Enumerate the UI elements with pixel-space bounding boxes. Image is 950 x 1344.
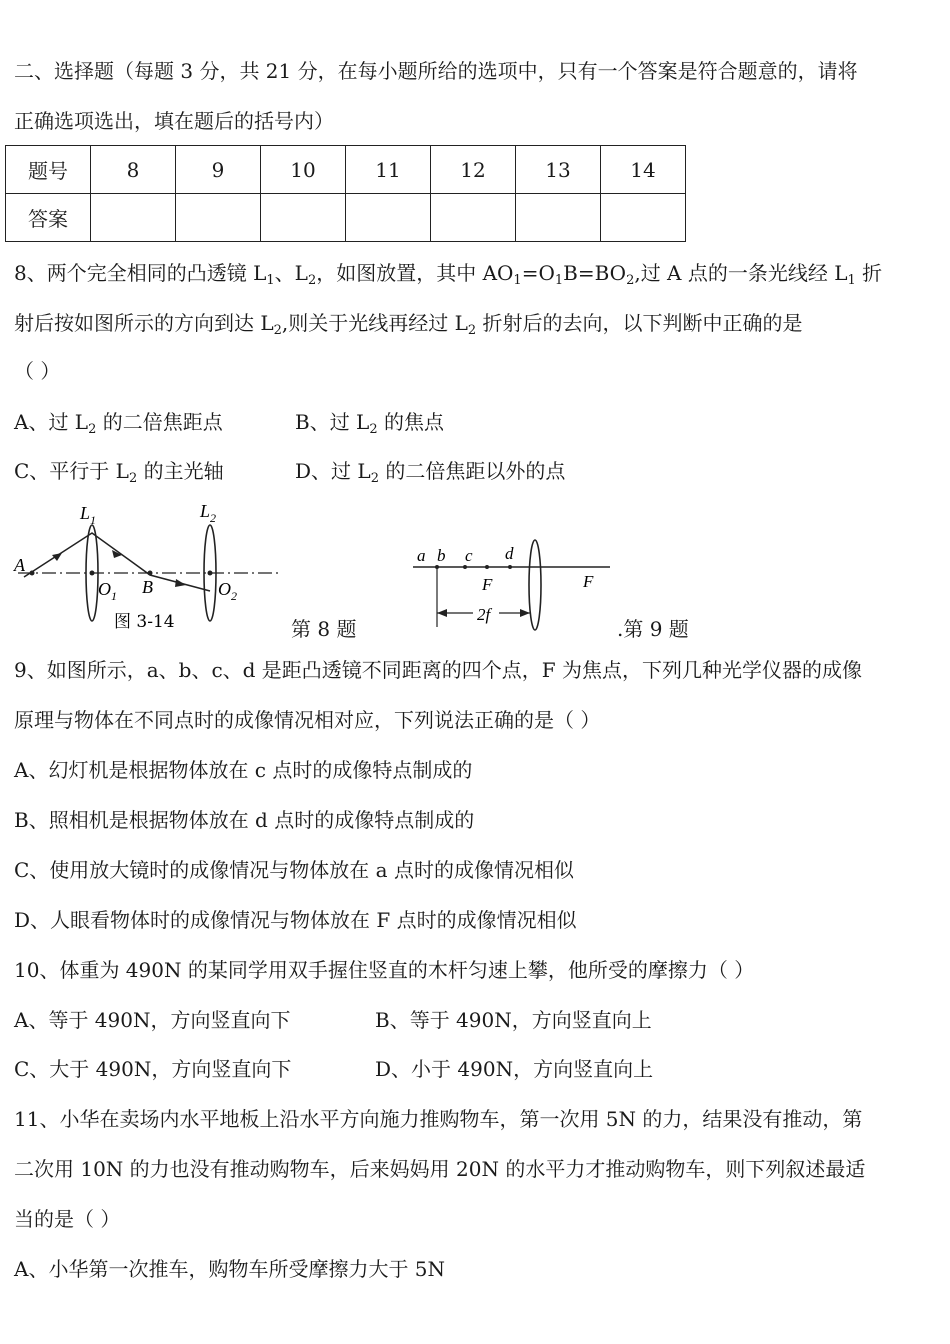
q11-stem-line-2: 二次用 10N 的力也没有推动购物车，后来妈妈用 20N 的水平力才推动购物车，则下列叙述最适	[14, 1157, 866, 1181]
point-marker	[463, 565, 467, 569]
figure-number: 图 3-14	[114, 612, 175, 632]
text: B=BO	[563, 261, 627, 285]
arrow-right-icon	[520, 609, 530, 617]
text: 折	[855, 261, 883, 285]
text: 的主光轴	[137, 459, 224, 483]
q8-stem-line-2	[14, 309, 803, 337]
ray-arrow-icon	[175, 579, 186, 587]
answer-cell[interactable]	[176, 194, 261, 242]
q10-option-b[interactable]: B、等于 490N，方向竖直向上	[375, 1008, 652, 1032]
answer-cell[interactable]	[261, 194, 346, 242]
point-marker	[485, 565, 489, 569]
text: 的二倍焦距以外的点	[378, 459, 566, 483]
q9-stem-line-1: 9、如图所示，a、b、c、d 是距凸透镜不同距离的四个点，F 为焦点，下列几种光学仪器的成像	[14, 658, 863, 682]
point-b	[148, 571, 153, 576]
q11-stem-line-3: 当的是（ ）	[14, 1207, 121, 1231]
q9-figure-caption: .第 9 题	[617, 617, 689, 641]
text: ,则关于光线再经过 L	[281, 311, 468, 335]
q9-option-d[interactable]: D、人眼看物体时的成像情况与物体放在 F 点时的成像情况相似	[14, 908, 577, 932]
table-cell-number: 14	[601, 146, 686, 194]
answer-cell[interactable]	[431, 194, 516, 242]
table-cell-number: 11	[346, 146, 431, 194]
q8-option-c[interactable]	[14, 457, 224, 485]
text: =O	[521, 261, 555, 285]
table-cell-number: 8	[91, 146, 176, 194]
text: 的二倍焦距点	[96, 410, 223, 434]
q9-option-a[interactable]: A、幻灯机是根据物体放在 c 点时的成像特点制成的	[14, 758, 473, 782]
label-o2: $O_2$	[218, 579, 237, 603]
text: C、平行于 L	[14, 459, 129, 483]
label-d: d	[505, 544, 514, 563]
point-o1	[90, 571, 95, 576]
table-cell-number: 13	[516, 146, 601, 194]
text: B、过 L	[295, 410, 370, 434]
q8-lens-diagram	[10, 495, 285, 635]
q8-option-b[interactable]	[295, 408, 444, 436]
q8-option-d[interactable]	[295, 457, 565, 485]
subscript: 1	[847, 273, 856, 288]
q10-option-d[interactable]: D、小于 490N，方向竖直向上	[375, 1057, 654, 1081]
label-a: a	[417, 546, 426, 565]
subscript: 1	[513, 273, 522, 288]
label-o1: $O_1$	[98, 579, 117, 603]
label-l2: $L_2$	[200, 501, 217, 525]
point-a	[30, 571, 35, 576]
subscript: 2	[307, 273, 317, 288]
subscript: 2	[128, 471, 138, 486]
table-row-label: 答案	[6, 194, 91, 242]
label-a: A	[14, 555, 25, 575]
q10-option-c[interactable]: C、大于 490N，方向竖直向下	[14, 1057, 292, 1081]
section-title-line-2: 正确选项选出，填在题后的括号内）	[14, 109, 334, 133]
subscript: 2	[467, 323, 477, 338]
subscript: 1	[266, 273, 275, 288]
subscript: 2	[626, 273, 635, 288]
convex-lens	[529, 540, 541, 630]
label-l1: $L_1$	[80, 503, 97, 527]
subscript: 2	[88, 422, 97, 437]
q9-option-c[interactable]: C、使用放大镜时的成像情况与物体放在 a 点时的成像情况相似	[14, 858, 574, 882]
q8-option-a[interactable]	[14, 408, 223, 436]
answer-cell[interactable]	[346, 194, 431, 242]
answer-cell[interactable]	[91, 194, 176, 242]
text: ，如图放置，其中 AO	[316, 261, 514, 285]
label-b: B	[142, 577, 153, 597]
text: ,过 A 点的一条光线经 L	[634, 261, 848, 285]
label-b: b	[437, 546, 446, 565]
text: 8、两个完全相同的凸透镜 L	[14, 261, 267, 285]
text: 折射后的去向，以下判断中正确的是	[476, 311, 803, 335]
label-2f: 2f	[477, 605, 491, 624]
ray-arrow-icon	[52, 553, 62, 561]
point-marker	[508, 565, 512, 569]
table-cell-number: 9	[176, 146, 261, 194]
answer-table-number-row	[6, 146, 686, 194]
answer-cell[interactable]	[516, 194, 601, 242]
subscript: 2	[273, 323, 282, 338]
q8-figure-caption: 第 8 题	[291, 617, 357, 641]
text: 的焦点	[377, 410, 444, 434]
text: 、L	[274, 261, 308, 285]
answer-cell[interactable]	[601, 194, 686, 242]
light-ray	[24, 533, 210, 591]
answer-table-answer-row	[6, 194, 686, 242]
q11-stem-line-1: 11、小华在卖场内水平地板上沿水平方向施力推购物车，第一次用 5N 的力，结果没有推动，第	[14, 1107, 863, 1131]
subscript: 2	[370, 471, 379, 486]
arrow-left-icon	[437, 609, 447, 617]
q10-stem: 10、体重为 490N 的某同学用双手握住竖直的木杆匀速上攀，他所受的摩擦力（ ）	[14, 958, 755, 982]
q11-option-a[interactable]: A、小华第一次推车，购物车所受摩擦力大于 5N	[14, 1257, 446, 1281]
subscript: 2	[369, 422, 378, 437]
label-focus-right: F	[583, 572, 594, 591]
q9-stem-line-2: 原理与物体在不同点时的成像情况相对应，下列说法正确的是（ ）	[14, 708, 601, 732]
answer-table	[5, 145, 686, 242]
table-row-label: 题号	[6, 146, 91, 194]
label-c: c	[465, 546, 473, 565]
point-o2	[208, 571, 213, 576]
subscript: 1	[554, 273, 564, 288]
table-cell-number: 10	[261, 146, 346, 194]
q8-answer-bracket: （ ）	[14, 359, 61, 383]
table-cell-number: 12	[431, 146, 516, 194]
q8-stem-line-1	[14, 259, 882, 287]
q10-option-a[interactable]: A、等于 490N，方向竖直向下	[14, 1008, 291, 1032]
q9-lens-diagram	[405, 535, 615, 635]
text: 射后按如图所示的方向到达 L	[14, 311, 274, 335]
section-title-line-1: 二、选择题（每题 3 分，共 21 分，在每小题所给的选项中，只有一个答案是符合题意的，请将	[14, 59, 858, 83]
text: D、过 L	[295, 459, 371, 483]
text: A、过 L	[14, 410, 89, 434]
label-focus-left: F	[482, 575, 493, 594]
q9-option-b[interactable]: B、照相机是根据物体放在 d 点时的成像特点制成的	[14, 808, 475, 832]
